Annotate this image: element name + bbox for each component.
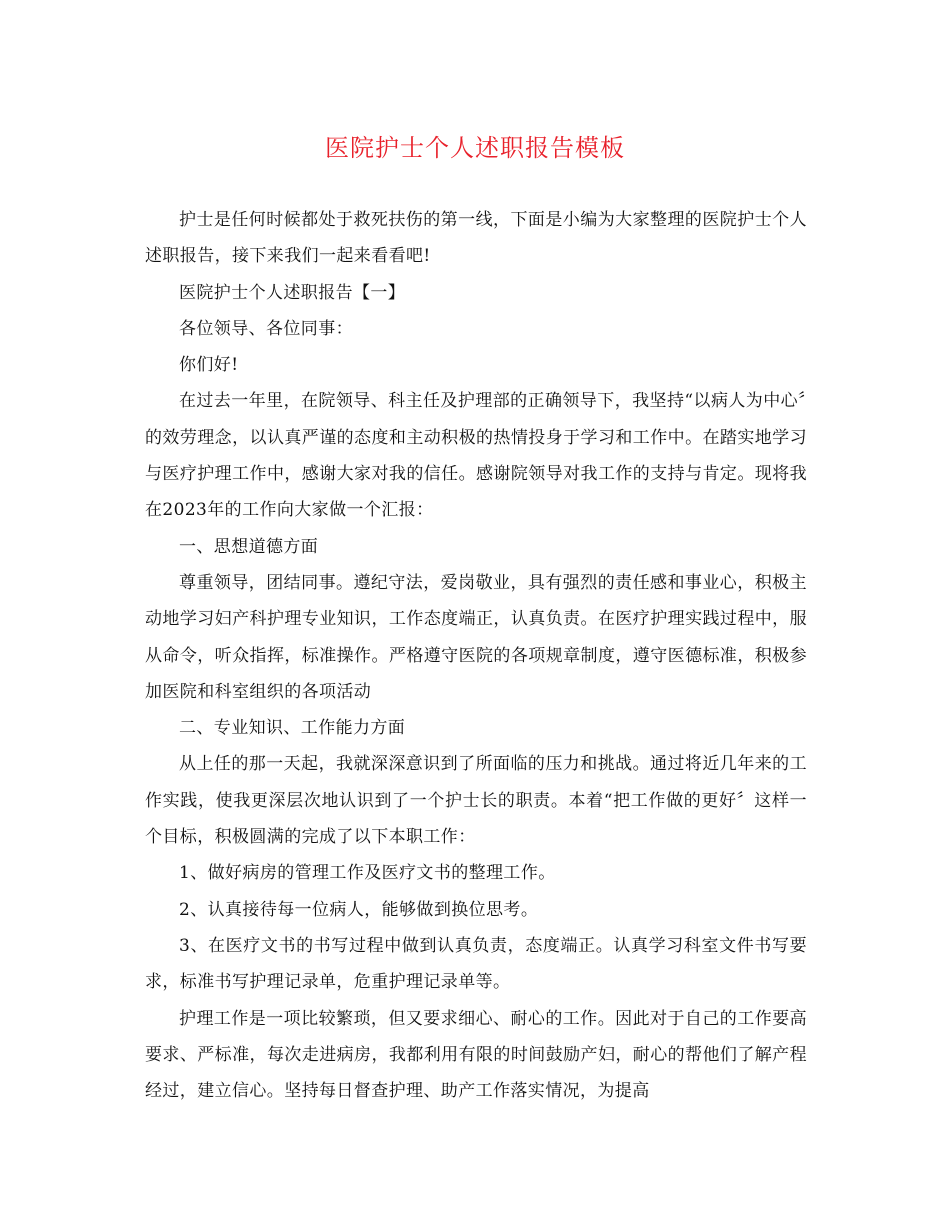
paragraph-item-3: 3、在医疗文书的书写过程中做到认真负责，态度端正。认真学习科室文件书写要求，标准书写护理记录单，危重护理记录单等。 bbox=[145, 935, 807, 993]
paragraph-morality: 尊重领导，团结同事。遵纪守法，爱岗敬业，具有强烈的责任感和事业心，积极主动地学习妇产科护理专业知识，工作态度端正，认真负责。在医疗护理实践过程中，服从命令，听众指挥，标准操作。严格遵守医院的各项规章制度，遵守医德标准，积极参加医院和科室组织的各项活动 bbox=[145, 572, 807, 702]
paragraph-item-2: 2、认真接待每一位病人，能够做到换位思考。 bbox=[179, 899, 539, 920]
paragraph-greeting: 你们好! bbox=[179, 355, 239, 376]
paragraph-heading-morality: 一、思想道德方面 bbox=[179, 536, 319, 557]
paragraph-heading-ability: 二、专业知识、工作能力方面 bbox=[179, 718, 406, 739]
paragraph-ability: 从上任的那一天起，我就深深意识到了所面临的压力和挑战。通过将近几年来的工作实践，使我更深层次地认识到了一个护士长的职责。本着“把工作做的更好〞这样一个目标，积极圆满的完成了以下本职工作： bbox=[145, 754, 807, 848]
document-title: 医院护士个人述职报告模板 bbox=[325, 134, 625, 162]
paragraph-item-1: 1、做好病房的管理工作及医疗文书的整理工作。 bbox=[179, 863, 556, 884]
document-body bbox=[145, 202, 807, 1109]
paragraph-intro: 护士是任何时候都处于救死扶伤的第一线，下面是小编为大家整理的医院护士个人述职报告，接下来我们一起来看看吧! bbox=[145, 210, 807, 267]
paragraph-nursing-work: 护理工作是一项比较繁琐，但又要求细心、耐心的工作。因此对于自己的工作要高要求、严标准，每次走进病房，我都利用有限的时间鼓励产妇，耐心的帮他们了解产程经过，建立信心。坚持每日督查护理、助产工作落实情况，为提高 bbox=[145, 1008, 807, 1102]
paragraph-section-heading: 医院护士个人述职报告【一】 bbox=[179, 282, 406, 303]
paragraph-overview: 在过去一年里，在院领导、科主任及护理部的正确领导下，我坚持“以病人为中心〞的效劳理念，以认真严谨的态度和主动积极的热情投身于学习和工作中。在踏实地学习与医疗护理工作中，感谢大家对我的信任。感谢院领导对我工作的支持与肯定。现将我在2023年的工作向大家做一个汇报： bbox=[145, 391, 807, 521]
paragraph-salutation: 各位领导、各位同事： bbox=[179, 318, 353, 339]
